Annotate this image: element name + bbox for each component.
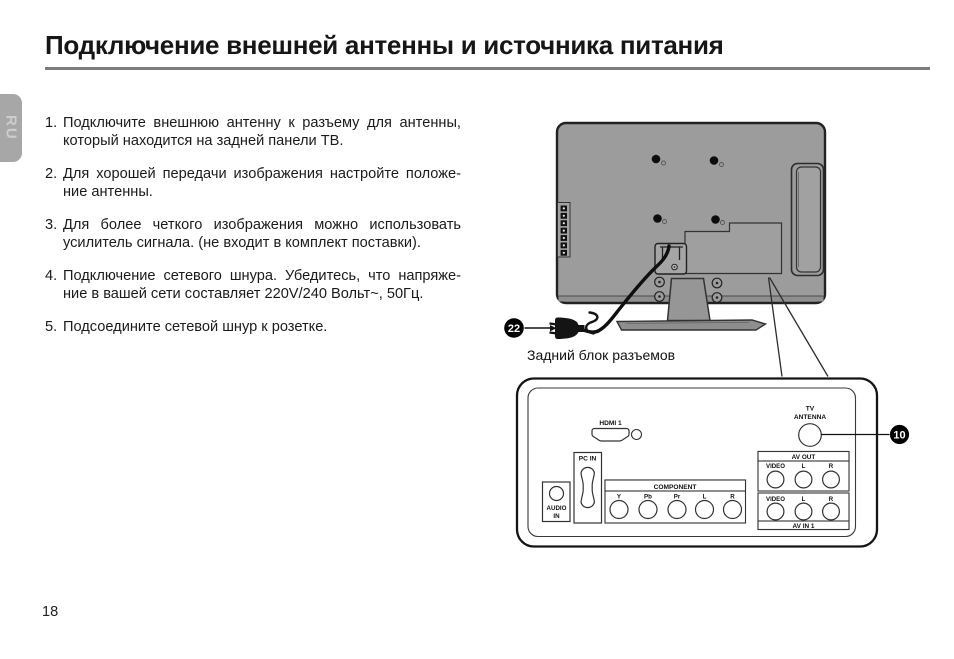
item-line: ние антенны.: [63, 184, 153, 200]
item-number: 3.: [45, 217, 58, 233]
item-line: Для хорошей передачи изображения настройте положе-: [63, 166, 461, 182]
av-in-jack-label: VIDEO: [766, 495, 785, 503]
instruction-list: [45, 114, 461, 351]
audio-in-jack-icon: [550, 487, 564, 501]
language-tab-label: RU: [2, 115, 20, 141]
item-number: 4.: [45, 268, 58, 284]
item-number: 5.: [45, 319, 58, 335]
item-line: который находится на задней панели ТВ.: [63, 133, 344, 149]
side-connector-strip-icon: [558, 203, 571, 258]
component-jack-label: Y: [616, 493, 622, 501]
component-jack-label: Pb: [644, 493, 652, 501]
item-line: Для более четкого изображения можно использовать: [63, 217, 461, 233]
item-line: усилитель сигнала. (не входит в комплект поставки).: [63, 235, 421, 251]
tv-diagram: [480, 100, 954, 570]
hdmi-side-hole: [632, 430, 642, 440]
hdmi-label: HDMI 1: [599, 420, 622, 427]
av-out-jack-label: R: [828, 462, 834, 470]
av-out-label: AV OUT: [791, 454, 816, 461]
av-in-label: AV IN 1: [792, 522, 815, 530]
component-jack-label: R: [730, 493, 735, 501]
item-line: Подсоедините сетевой шнур к розетке.: [63, 319, 328, 335]
item-line: Подключение сетевого шнура. Убедитесь, что напряже-: [63, 268, 461, 284]
tv-stand-base: [617, 320, 766, 330]
language-tab-ru: [0, 94, 22, 162]
item-text: [63, 318, 461, 336]
instruction-item: [45, 318, 461, 336]
audio-in-label-2: IN: [553, 513, 560, 520]
title-divider: [45, 67, 930, 70]
av-in-jack-label: R: [828, 495, 834, 503]
tv-stand-neck: [668, 279, 711, 321]
av-in-jack-label: L: [801, 495, 806, 503]
hdmi-port-icon: [592, 429, 629, 441]
item-text: [63, 165, 461, 201]
rear-panel-caption: Задний блок разъемов: [527, 347, 676, 363]
item-text: [63, 216, 461, 252]
instruction-item: [45, 114, 461, 150]
page-title: Подключение внешней антенны и источника питания: [45, 30, 724, 60]
tv-side-recess: [792, 164, 824, 276]
tv-antenna-label-1: TV: [805, 405, 815, 413]
item-line: Подключите внешнюю антенну к разъему для антенны,: [63, 115, 461, 131]
item-text: [63, 267, 461, 303]
page-number: 18: [42, 604, 59, 620]
instruction-item: [45, 267, 461, 303]
tv-antenna-label-2: ANTENNA: [793, 414, 827, 421]
item-number: 1.: [45, 115, 58, 131]
component-jack-label: Pr: [673, 493, 681, 501]
item-number: 2.: [45, 166, 58, 182]
audio-in-label-1: AUDIO: [546, 505, 567, 512]
instruction-item: [45, 165, 461, 201]
pc-in-label: PC IN: [578, 455, 597, 463]
vga-port-icon: [581, 467, 594, 507]
av-in-jack-circles: [767, 503, 839, 520]
item-text: [63, 114, 461, 150]
av-out-jack-label: VIDEO: [766, 462, 785, 470]
callout-22-number: 22: [507, 323, 521, 336]
component-label: COMPONENT: [653, 483, 697, 491]
callout-10-number: 10: [893, 429, 906, 442]
item-line: ние в вашей сети составляет 220V/240 Вольт~, 50Гц.: [63, 286, 424, 302]
component-jack-label: L: [702, 493, 707, 501]
instruction-item: [45, 216, 461, 252]
tv-antenna-jack-icon: [799, 424, 822, 447]
tv-back-panel: [557, 123, 825, 303]
av-out-jack-label: L: [801, 462, 806, 470]
callout-22: [504, 318, 556, 338]
power-inlet-icon: [655, 244, 687, 275]
connector-panel: [517, 379, 877, 547]
av-out-jack-circles: [767, 471, 839, 488]
